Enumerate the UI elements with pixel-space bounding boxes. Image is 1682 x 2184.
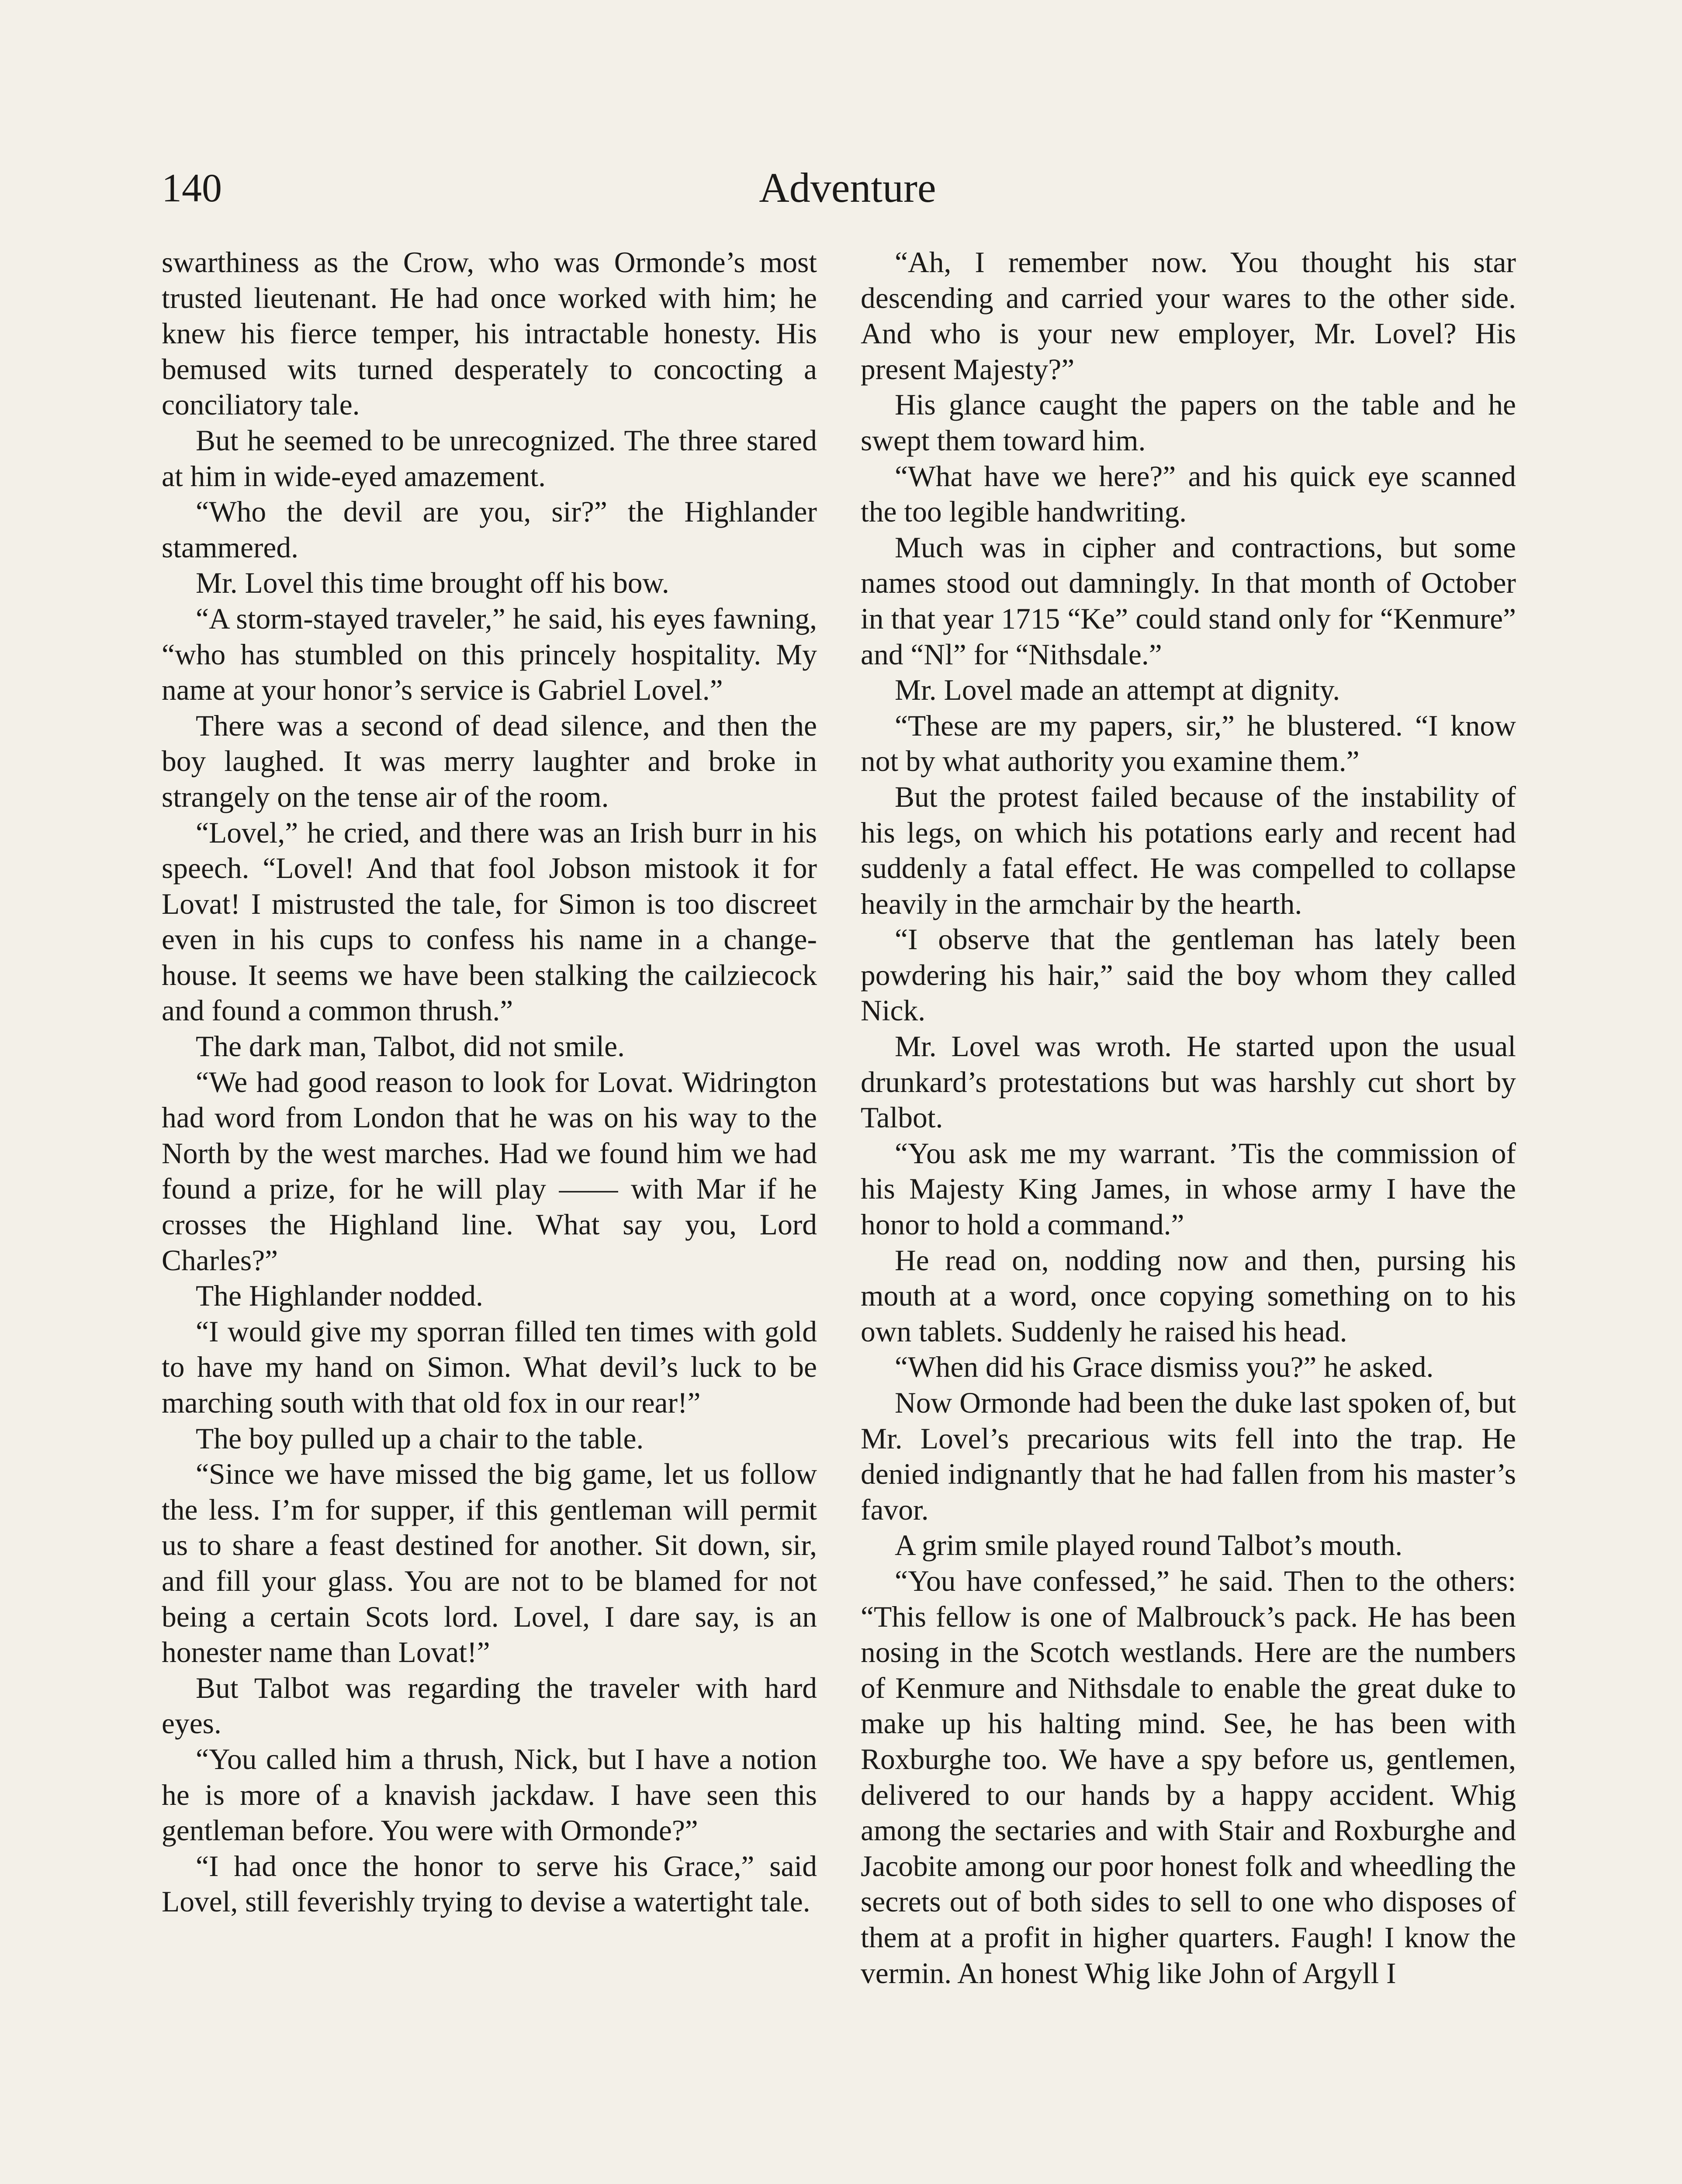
paragraph: Mr. Lovel made an attempt at dignity. [895,674,1340,707]
paragraph: The boy pulled up a chair to the table. [196,1422,644,1455]
paragraph: Much was in cipher and contractions, but some names stood out damningly. In that month of October in that year 1715 “Ke” could stand only for “Kenmure” and “Nl” for “Nithsdale.” [861,531,1516,671]
page-header [162,157,1533,218]
paragraph: “Ah, I remember now. You thought his star descending and carried your wares to the other side. And who is your new employer, Mr. Lovel? His present Majesty?” [861,246,1516,386]
paragraph: The dark man, Talbot, did not smile. [196,1030,625,1063]
right-column [861,245,1516,1991]
paragraph: “Who the devil are you, sir?” the Highlander stammered. [162,495,817,564]
paragraph: But the protest failed because of the instability of his legs, on which his potations early and recent had suddenly a fatal effect. He was compelled to collapse heavily in the armchair by the hearth. [861,780,1516,920]
page-number: 140 [162,166,222,210]
paragraph: Mr. Lovel this time brought off his bow. [196,567,669,600]
paragraph: “When did his Grace dismiss you?” he asked. [895,1351,1434,1384]
paragraph: “I observe that the gentleman has lately been powdering his hair,” said the boy whom they called Nick. [861,923,1516,1027]
paragraph: swarthiness as the Crow, who was Ormonde’s most trusted lieutenant. He had once worked with him; he knew his fierce temper, his intractable honesty. His bemused wits turned desperately to concocting a conciliatory tale. [162,246,817,422]
paragraph: “Since we have missed the big game, let us follow the less. I’m for supper, if this gentleman will permit us to share a feast destined for another. Sit down, sir, and fill your glass. You are not to be blamed for not being a certain Scots lord. Lovel, I dare say, is an honester name than Lovat!” [162,1458,817,1669]
paragraph: “I would give my sporran filled ten times with gold to have my hand on Simon. What devil’s luck to be marching south with that old fox in our rear!” [162,1315,817,1419]
paragraph: “You have confessed,” he said. Then to the others: “This fellow is one of Malbrouck’s pack. He has been nosing in the Scotch westlands. Here are the numbers of Kenmure and Nithsdale to enable the great duke to make up his halting mind. See, he has been with Roxburghe too. We have a spy before us, gentlemen, delivered to our hands by a happy accident. Whig among the sectaries and with Stair and Roxburghe and Jacobite among our poor honest folk and wheedling the secrets out of both sides to sell to one who disposes of them at a profit in higher quarters. Faugh! I know the vermin. An honest Whig like John of Argyll I [861,1564,1516,1990]
paragraph: He read on, nodding now and then, pursing his mouth at a word, once copying something on to his own tablets. Suddenly he raised his head. [861,1244,1516,1348]
paragraph: “I had once the honor to serve his Grace,” said Lovel, still feverishly trying to devise a watertight tale. [162,1849,817,1918]
paragraph: His glance caught the papers on the table and he swept them toward him. [861,388,1516,457]
magazine-title: Adventure [759,164,936,211]
paragraph: “A storm-stayed traveler,” he said, his eyes fawning, “who has stumbled on this princely hospitality. My name at your honor’s service is Gabriel Lovel.” [162,602,817,707]
paragraph: The Highlander nodded. [196,1279,483,1313]
paragraph: “What have we here?” and his quick eye scanned the too legible handwriting. [861,460,1516,529]
left-column [162,245,817,1920]
paragraph: There was a second of dead silence, and then the boy laughed. It was merry laughter and broke in strangely on the tense air of the room. [162,709,817,813]
paragraph: Now Ormonde had been the duke last spoken of, but Mr. Lovel’s precarious wits fell into the trap. He denied indignantly that he had fallen from his master’s favor. [861,1386,1516,1526]
paragraph: “These are my papers, sir,” he blustered. “I know not by what authority you examine them.” [861,709,1516,778]
paragraph: But he seemed to be unrecognized. The three stared at him in wide-eyed amazement. [162,424,817,493]
paragraph: “You ask me my warrant. ’Tis the commission of his Majesty King James, in whose army I have the honor to hold a command.” [861,1137,1516,1241]
paragraph: “We had good reason to look for Lovat. Widrington had word from London that he was on his way to the North by the west marches. Had we found him we had found a prize, for he will play —— with Mar if he crosses the Highland line. What say you, Lord Charles?” [162,1065,817,1277]
paragraph: “Lovel,” he cried, and there was an Irish burr in his speech. “Lovel! And that fool Jobson mistook it for Lovat! I mistrusted the tale, for Simon is too discreet even in his cups to confess his name in a change-house. It seems we have been stalking the cailziecock and found a common thrush.” [162,816,817,1027]
paragraph: “You called him a thrush, Nick, but I have a notion he is more of a knavish jackdaw. I have seen this gentleman before. You were with Ormonde?” [162,1742,817,1847]
paragraph: But Talbot was regarding the traveler with hard eyes. [162,1671,817,1740]
paragraph: A grim smile played round Talbot’s mouth. [895,1529,1403,1562]
paragraph: Mr. Lovel was wroth. He started upon the usual drunkard’s protestations but was harshly cut short by Talbot. [861,1030,1516,1134]
